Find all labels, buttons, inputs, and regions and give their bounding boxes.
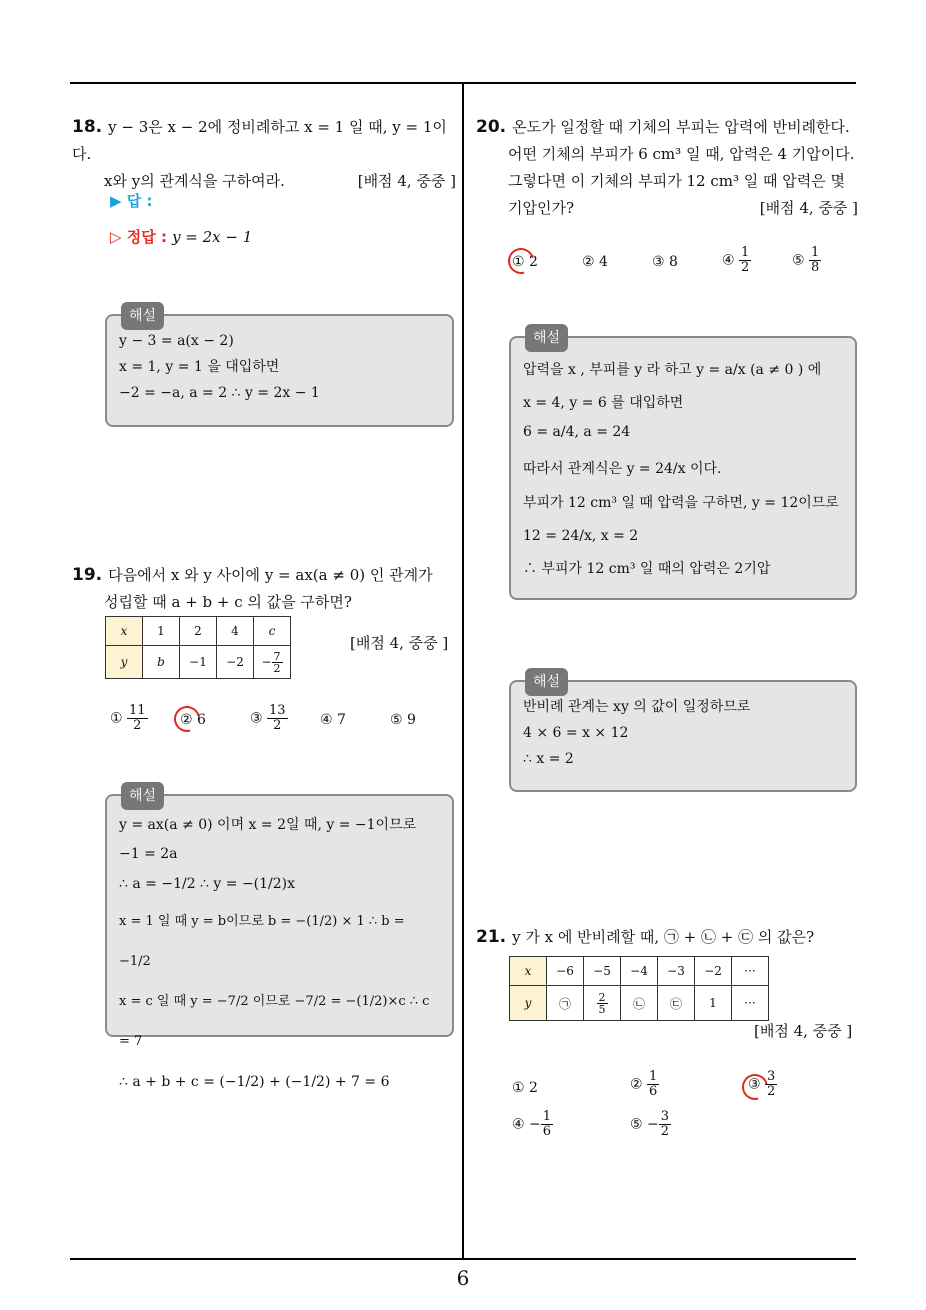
choice-4[interactable]: ④ 7 <box>320 712 346 728</box>
question-19-number: 19. <box>72 565 103 585</box>
explain-line: ∴ a = −1/2 ∴ y = −(1/2)x <box>119 876 296 892</box>
explain-line: x = 1 일 때 y = b이므로 b = −(1/2) × 1 ∴ b = −1/2 <box>119 914 405 969</box>
explain-line: ∴ x = 2 <box>523 751 574 767</box>
question-19 <box>72 562 456 616</box>
q20-explanation-box-1 <box>509 330 857 600</box>
question-19-points: [배점 4, 중중 ] <box>350 634 449 652</box>
explain-line: 따라서 관계식은 y = 24/x 이다. <box>523 461 722 477</box>
question-18-points: [배점 4, 중중 ] <box>357 172 456 190</box>
question-19-line1: 19. 다음에서 x 와 y 사이에 y = ax(a ≠ 0) 인 관계가 <box>72 565 433 585</box>
q20-explanation-tag-2: 해설 <box>525 668 568 696</box>
explain-line: 6 = a/4, a = 24 <box>523 424 631 440</box>
choice-5[interactable]: ⑤ − $\frac{3}{2}$ <box>630 1109 670 1139</box>
explain-line: 12 = 24/x, x = 2 <box>523 528 639 544</box>
explain-line: ∴ a + b + c = (−1/2) + (−1/2) + 7 = 6 <box>119 1074 390 1090</box>
q20-explanation-box-2 <box>509 674 857 792</box>
choice-4[interactable]: ④ $\frac{1}{2}$ <box>722 245 750 275</box>
q18-answer-label: ▶ 답 : <box>110 192 153 210</box>
choice-3[interactable]: ③ $\frac{3}{2}$ <box>748 1069 776 1099</box>
explain-line: y − 3 = a(x − 2) <box>119 333 234 349</box>
question-20-points: [배점 4, 중중 ] <box>759 199 858 217</box>
question-18 <box>72 114 456 195</box>
q20-explanation-tag: 해설 <box>525 324 568 352</box>
table-row: y b −1 −2 − $\frac{7}{2}$ <box>106 646 291 679</box>
q18-explanation-box <box>105 308 454 427</box>
q19-explanation-tag: 해설 <box>121 782 164 810</box>
choice-5[interactable]: ⑤ $\frac{1}{8}$ <box>792 245 820 275</box>
q19-choices <box>110 704 460 744</box>
choice-2[interactable]: ② 4 <box>582 254 608 270</box>
explain-line: 부피가 12 cm³ 일 때 압력을 구하면, y = 12이므로 <box>523 495 839 511</box>
question-20-line1: 20. 온도가 일정할 때 기체의 부피는 압력에 반비례한다. <box>476 117 850 137</box>
choice-5[interactable]: ⑤ 9 <box>390 712 416 728</box>
choice-1[interactable]: ① 2 <box>512 1080 538 1096</box>
explain-line: 반비례 관계는 xy 의 값이 일정하므로 <box>523 699 751 715</box>
column-divider <box>462 82 464 1259</box>
bottom-rule <box>70 1258 856 1260</box>
question-20 <box>476 114 858 222</box>
explain-line: ∴ 부피가 12 cm³ 일 때의 압력은 2기압 <box>523 561 771 577</box>
question-18-number: 18. <box>72 117 103 137</box>
explain-line: 4 × 6 = x × 12 <box>523 725 629 741</box>
q18-correct-answer: ▷ 정답 : y = 2x − 1 <box>110 228 253 246</box>
q21-choices <box>512 1070 852 1150</box>
q19-explanation-box <box>105 788 454 1090</box>
choice-3[interactable]: ③ 8 <box>652 254 678 270</box>
explain-line: x = 1, y = 1 을 대입하면 <box>119 359 280 375</box>
question-18-line1: 18. y − 3은 x − 2에 정비례하고 x = 1 일 때, y = 1이다. <box>72 117 447 163</box>
question-20-number: 20. <box>476 117 507 137</box>
selected-answer-mark <box>169 701 205 737</box>
explain-line: −2 = −a, a = 2 ∴ y = 2x − 1 <box>119 385 320 401</box>
question-21 <box>476 924 858 951</box>
q19-table <box>105 616 291 679</box>
table-row: x 1 2 4 c <box>106 617 291 646</box>
explain-line: y = ax(a ≠ 0) 이며 x = 2일 때, y = −1이므로 <box>119 817 417 833</box>
table-row: x −6 −5 −4 −3 −2 ··· <box>510 957 769 986</box>
question-20-line4: 기압인가? [배점 4, 중중 ] <box>476 195 858 222</box>
explain-line: x = 4, y = 6 를 대입하면 <box>523 395 684 411</box>
q21-table <box>509 956 769 1021</box>
choice-2[interactable]: ② $\frac{1}{6}$ <box>630 1069 658 1099</box>
explain-line: 압력을 x , 부피를 y 라 하고 y = a/x (a ≠ 0 ) 에 <box>523 362 822 378</box>
selected-answer-mark <box>503 243 539 279</box>
choice-1[interactable]: ① $\frac{11}{2}$ <box>110 703 146 733</box>
table-row: y ㉠ $\frac{2}{5}$ ㉡ ㉢ 1 ··· <box>510 986 769 1021</box>
question-20-line3: 그렇다면 이 기체의 부피가 12 cm³ 일 때 압력은 몇 <box>508 172 845 190</box>
question-20-line2: 어떤 기체의 부피가 6 cm³ 일 때, 압력은 4 기압이다. <box>508 145 855 163</box>
explain-line: −1 = 2a <box>119 846 178 862</box>
choice-2[interactable]: ② 6 <box>180 712 206 728</box>
choice-3[interactable]: ③ $\frac{13}{2}$ <box>250 703 286 733</box>
question-21-points: [배점 4, 중중 ] <box>754 1022 853 1040</box>
choice-1[interactable]: ① 2 <box>512 254 538 270</box>
question-21-number: 21. <box>476 927 507 947</box>
page-number: 6 <box>456 1266 470 1290</box>
question-18-line2: x와 y의 관계식을 구하여라. [배점 4, 중중 ] <box>72 168 456 195</box>
choice-4[interactable]: ④ − $\frac{1}{6}$ <box>512 1109 552 1139</box>
q20-choices <box>512 246 852 286</box>
explain-line: x = c 일 때 y = −7/2 이므로 −7/2 = −(1/2)×c ∴ c = 7 <box>119 994 430 1049</box>
question-21-line1: 21. y 가 x 에 반비례할 때, ㉠ + ㉡ + ㉢ 의 값은? <box>476 927 815 947</box>
question-19-line2: 성립할 때 a + b + c 의 값을 구하면? <box>104 593 352 611</box>
q18-explanation-tag: 해설 <box>121 302 164 330</box>
